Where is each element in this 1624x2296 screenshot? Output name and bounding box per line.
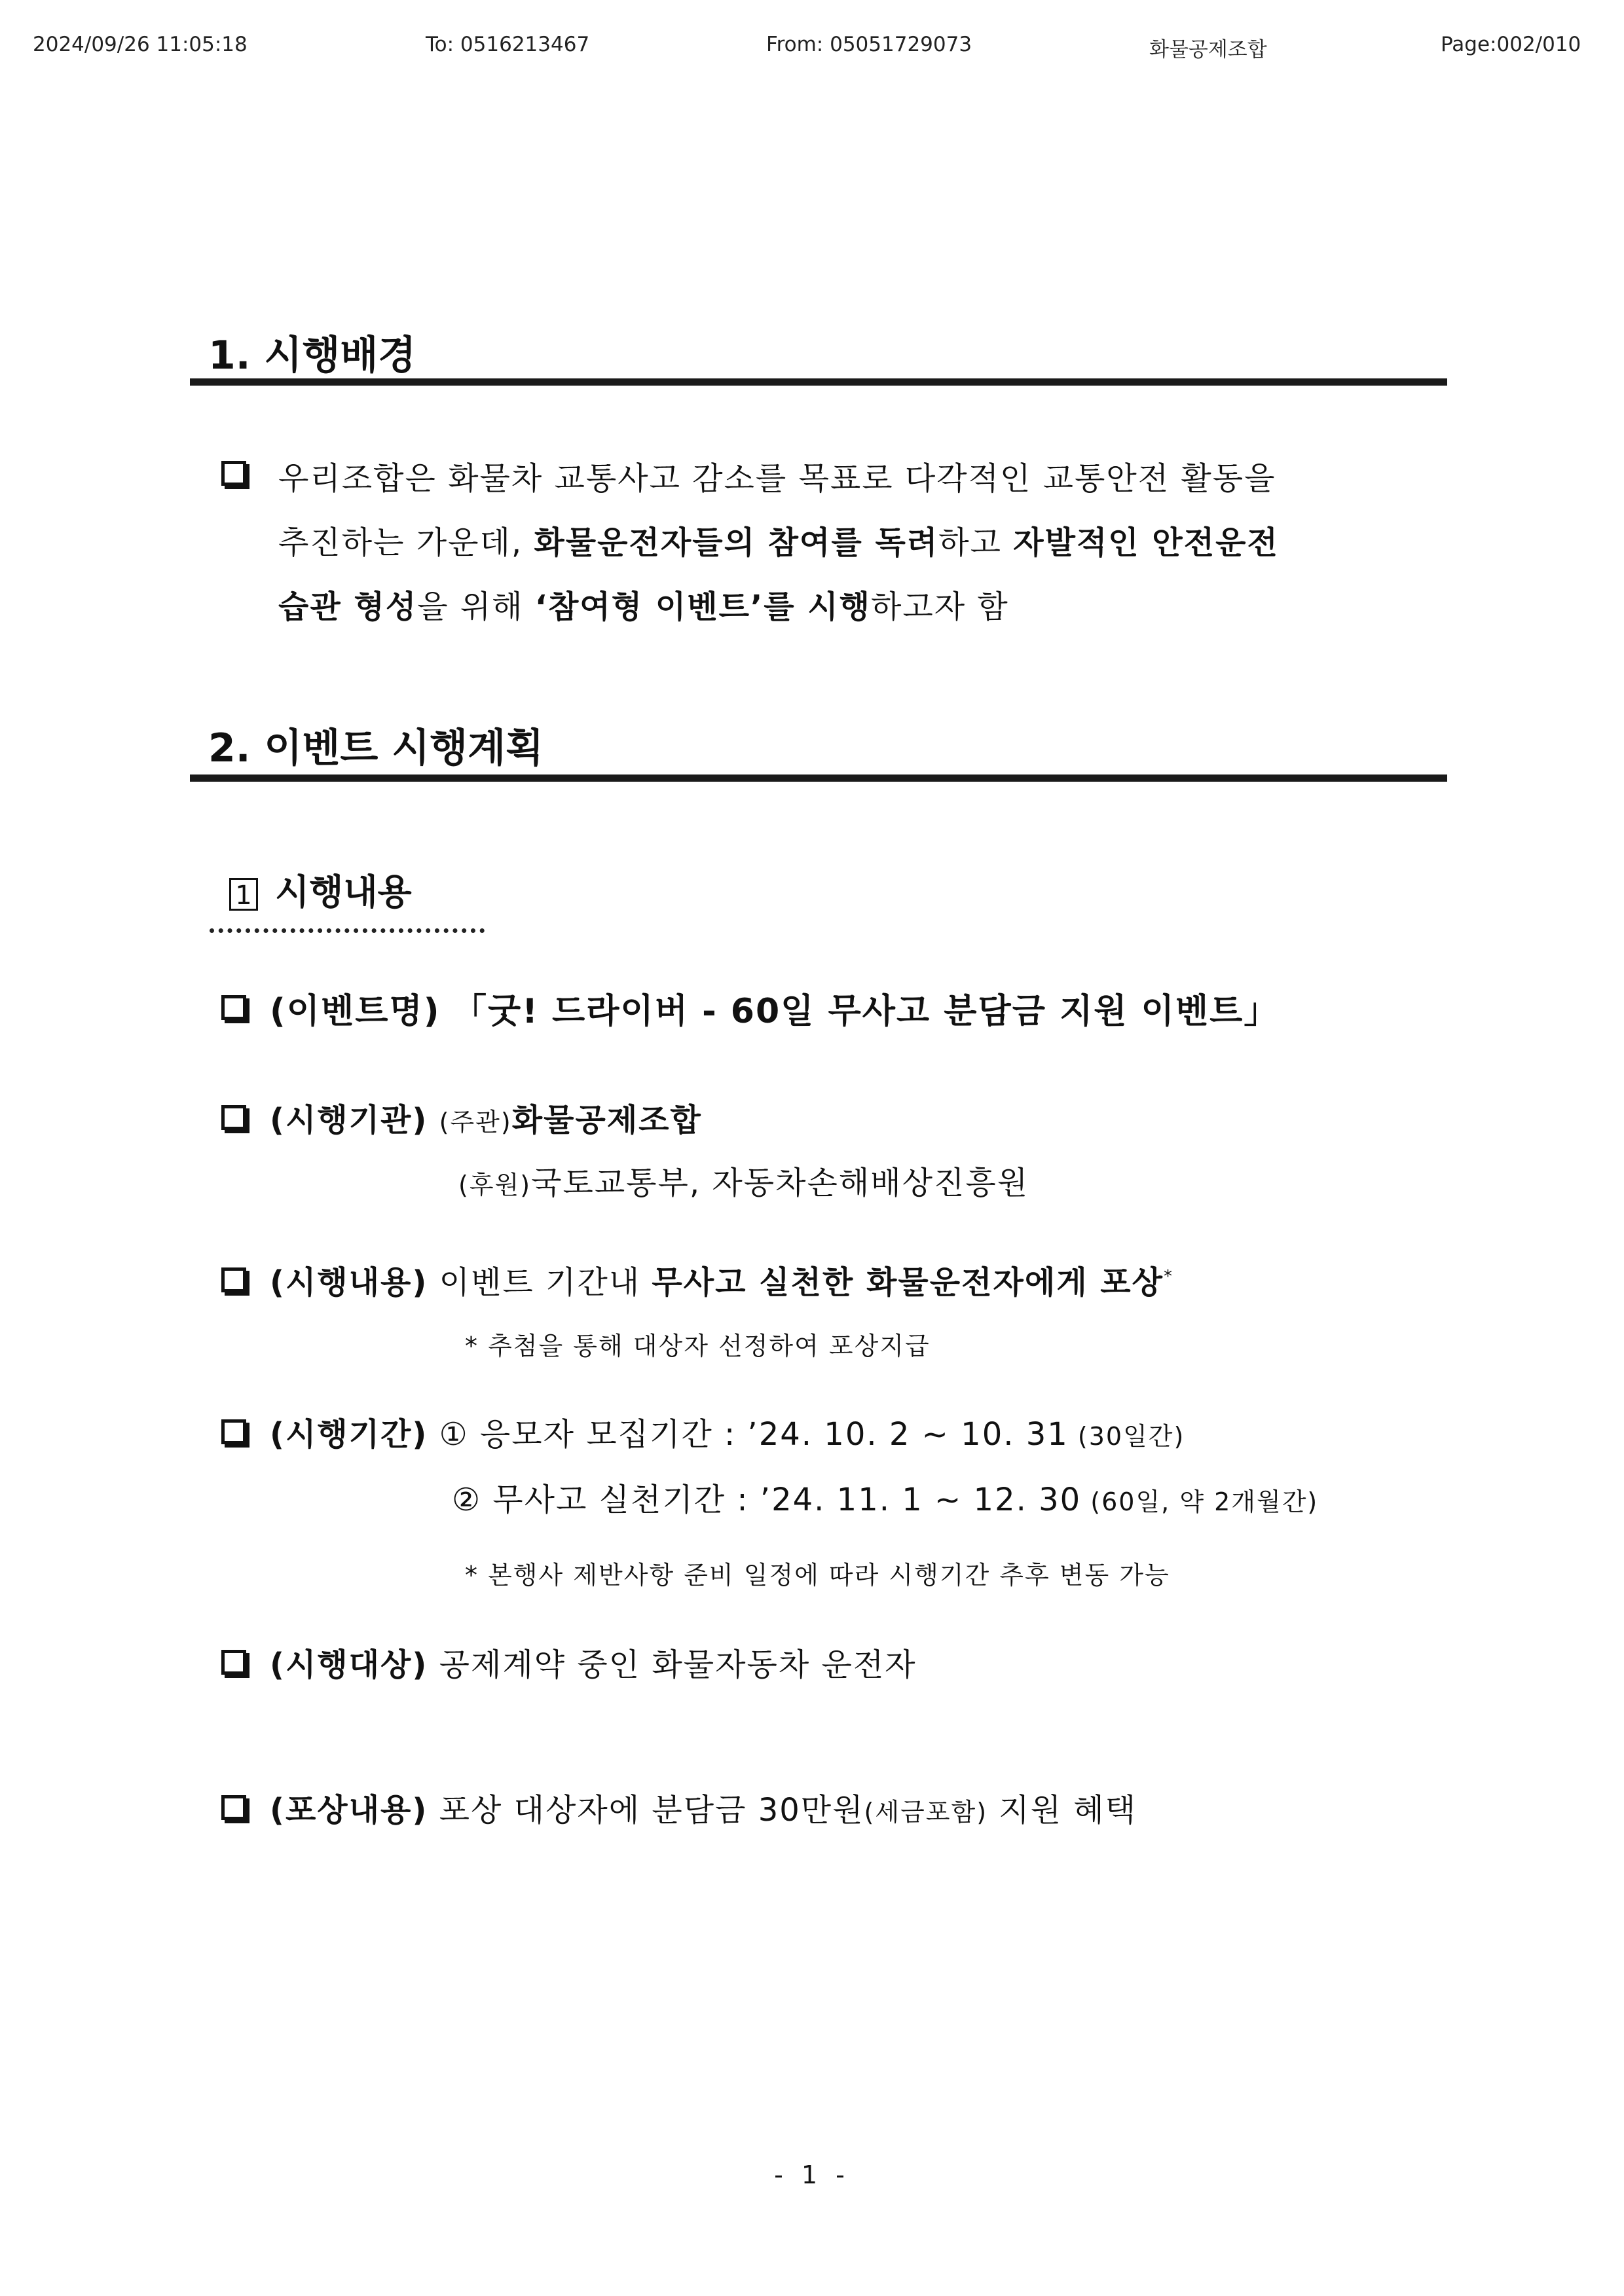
fax-to: To: 0516213467 [426, 33, 590, 56]
fax-from: From: 05051729073 [766, 33, 972, 56]
subsection-number: 1 [229, 878, 258, 911]
fax-datetime: 2024/09/26 11:05:18 [33, 33, 248, 56]
event-name-line: (이벤트명) 「굿! 드라이버 - 60일 무사고 분담금 지원 이벤트」 [270, 992, 1280, 1031]
subsection-dotted-rule [210, 928, 485, 933]
section1-title: 1. 시행배경 [208, 333, 416, 378]
checkbox-icon [221, 1267, 246, 1292]
section1-rule [190, 378, 1447, 386]
content-line: (시행내용) 이벤트 기간내 무사고 실천한 화물운전자에게 포상* [270, 1264, 1174, 1301]
fax-page: Page:002/010 [1441, 33, 1581, 56]
period-line2: ② 무사고 실천기간 : ’24. 11. 1 ~ 12. 30 (60일, 약 2개월간) [452, 1482, 1319, 1518]
section1-para-line3: 습관 형성을 위해 ‘참여형 이벤트’를 시행하고자 함 [278, 589, 1009, 625]
section1-para-line1: 우리조합은 화물차 교통사고 감소를 목표로 다각적인 교통안전 활동을 [278, 460, 1276, 497]
checkbox-icon [221, 1419, 246, 1444]
organizer-line: (시행기관) (주관)화물공제조합 [270, 1102, 702, 1139]
checkbox-icon [221, 1795, 246, 1820]
subsection-title: 1 시행내용 [229, 864, 412, 915]
target-line: (시행대상) 공제계약 중인 화물자동차 운전자 [270, 1647, 917, 1683]
checkbox-icon [221, 1105, 246, 1130]
checkbox-icon [221, 461, 246, 486]
sponsor-line: (후원)국토교통부, 자동차손해배상진흥원 [458, 1165, 1029, 1201]
checkbox-icon [221, 995, 246, 1020]
reward-line: (포상내용) 포상 대상자에 분담금 30만원(세금포함) 지원 혜택 [270, 1792, 1137, 1829]
page-number: - 1 - [774, 2160, 850, 2189]
section1-para-line2: 추진하는 가운데, 화물운전자들의 참여를 독려하고 자발적인 안전운전 [278, 524, 1279, 561]
content-note: * 추첨을 통해 대상자 선정하여 포상지급 [465, 1332, 931, 1360]
period-line1: (시행기간) ① 응모자 모집기간 : ’24. 10. 2 ~ 10. 31 (30일간) [270, 1416, 1185, 1453]
fax-org: 화물공제조합 [1149, 38, 1267, 62]
section2-rule [190, 774, 1447, 782]
period-note: * 본행사 제반사항 준비 일정에 따라 시행기간 추후 변동 가능 [465, 1561, 1170, 1590]
checkbox-icon [221, 1650, 246, 1675]
section2-title: 2. 이벤트 시행계획 [208, 725, 544, 771]
